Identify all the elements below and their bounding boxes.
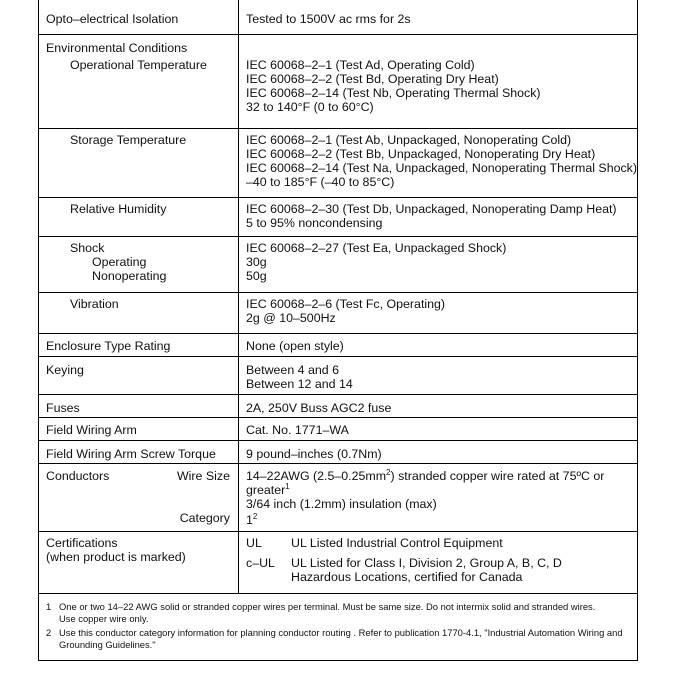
cul-mark: c–UL [246,555,275,570]
spec-table [38,0,637,594]
row-value: IEC 60068–2–30 (Test Db, Unpackaged, Nonoperating Damp Heat) 5 to 95% noncondensing [239,197,638,236]
row-label: Opto–electrical Isolation [38,0,239,34]
row-value: IEC 60068–2–6 (Test Fc, Operating) 2g @ 10–500Hz [239,292,638,333]
table-row [38,128,637,197]
table-row [38,236,637,292]
table-row [38,440,637,463]
row-label: Certifications (when product is marked) [38,531,239,593]
table-row [38,197,637,236]
row-label: Keying [38,356,239,394]
row-value: 14–22AWG $(2.5-0.25mm^2)$ stranded copper wire rated at 75ºC or greater$^1$ 3/64 inch (1.2mm) insulation (max) $1^2$ [239,463,638,531]
table-row [38,356,637,394]
table-row [38,394,637,417]
row-value: 9 pound–inches (0.7Nm) [239,440,638,463]
row-value: UL UL Listed Industrial Control Equipment c–UL UL Listed for Class I, Division 2, Group A, B, C, D Hazardous Locations, certified for Canada [239,531,638,593]
row-label: Operational Temperature [38,58,239,128]
row-value: Between 4 and 6 Between 12 and 14 [239,356,638,394]
row-value: 2A, 250V Buss AGC2 fuse [239,394,638,417]
row-label: Shock Operating Nonoperating [38,236,239,292]
ul-mark: UL [246,535,262,550]
row-value: Tested to 1500V ac rms for 2s [246,12,411,26]
table-row [38,463,637,531]
table-row [38,58,637,128]
row-label: Relative Humidity [38,197,239,236]
table-row [38,292,637,333]
row-value [239,34,638,58]
row-label: Vibration [38,292,239,333]
row-value: IEC 60068–2–1 (Test Ab, Unpackaged, Nonoperating Cold) IEC 60068–2–2 (Test Bb, Unpackaged, Nonoperating Dry Heat) IEC 60068–2–14 (Test Na, Unpackaged, Nonoperating Thermal Shock) –40 to 185°F (–40 to 85°C) [239,128,638,197]
row-value: None (open style) [239,333,638,356]
row-label: Fuses [38,394,239,417]
row-label: Enclosure Type Rating [38,333,239,356]
row-value: IEC 60068–2–1 (Test Ad, Operating Cold) IEC 60068–2–2 (Test Bd, Operating Dry Heat) IEC 60068–2–14 (Test Nb, Operating Thermal Shock) 32 to 140°F (0 to 60°C) [246,58,541,114]
row-label: Storage Temperature [38,128,239,197]
footnotes [46,601,631,650]
ul-text: UL Listed Industrial Control Equipment [291,535,503,550]
footnote: 2 Use this conductor category information for planning conductor routing . Refer to publication 1770-4.1, "Industrial Automation Wiring and Grounding Guidelines." [46,627,623,650]
row-value: Cat. No. 1771–WA [239,417,638,440]
table-row [38,0,637,34]
table-row [38,531,637,593]
row-label: Field Wiring Arm Screw Torque [38,440,239,463]
row-value: IEC 60068–2–27 (Test Ea, Unpackaged Shock) 30g 50g [239,236,638,292]
table-row [38,34,637,58]
footnote: 1 One or two 14–22 AWG solid or stranded copper wires per terminal. Must be same size. Do not intermix solid and stranded wires. Use copper wire only. [46,601,596,624]
row-label: Conductors Wire Size Category [38,463,239,531]
table-row [38,417,637,440]
table-row [38,333,637,356]
row-label: Environmental Conditions [38,34,239,58]
row-label: Field Wiring Arm [38,417,239,440]
